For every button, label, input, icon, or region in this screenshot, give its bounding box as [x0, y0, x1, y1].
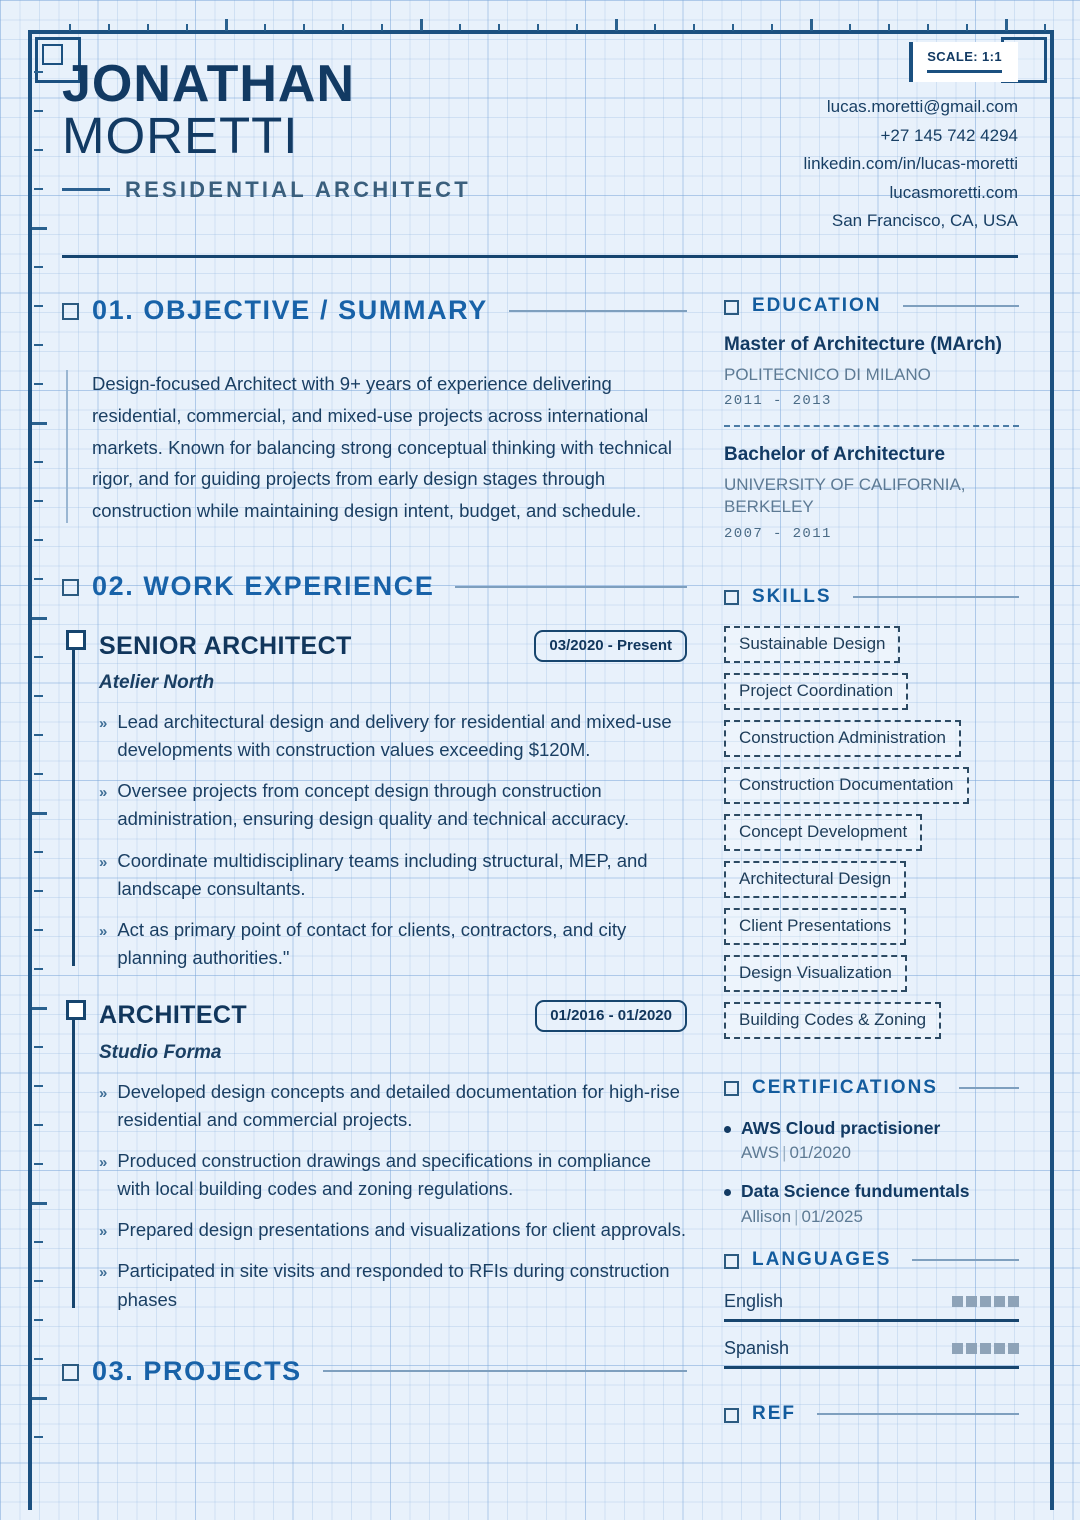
skill-tag: Sustainable Design: [724, 626, 900, 663]
education-years: 2007 - 2011: [724, 525, 832, 542]
certification-body: [741, 1117, 940, 1164]
language-level-box: [994, 1343, 1005, 1354]
skill-tag: Design Visualization: [724, 955, 907, 992]
chevron-right-icon: »: [99, 1223, 107, 1241]
skill-list: [724, 626, 1019, 1049]
contact-phone[interactable]: +27 145 742 4294: [880, 125, 1018, 145]
bullet-item: [99, 916, 687, 972]
work-entry-title: ARCHITECT: [99, 1001, 248, 1030]
certification-name: Data Science fundumentals: [741, 1181, 970, 1202]
square-marker-icon: [724, 590, 739, 605]
chevron-right-icon: »: [99, 784, 107, 802]
skill-tag: Building Codes & Zoning: [724, 1002, 941, 1039]
square-marker-icon: [724, 300, 739, 315]
bullet-dot-icon: [724, 1126, 731, 1133]
education-item: [724, 333, 1019, 409]
skill-tag: Project Coordination: [724, 673, 908, 710]
section-header-projects: [62, 1356, 687, 1387]
certification-item: [724, 1180, 1019, 1227]
section-title-ref: REF: [752, 1403, 796, 1425]
square-marker-icon: [62, 1364, 79, 1381]
bullet-item: [99, 1216, 687, 1244]
section-header-work: [62, 571, 687, 602]
skill-tag: Concept Development: [724, 814, 922, 851]
chevron-right-icon: »: [99, 1084, 107, 1102]
section-rule: [903, 305, 1019, 307]
work-entry-date-badge: 01/2016 - 01/2020: [535, 1000, 687, 1032]
square-marker-icon: [724, 1408, 739, 1423]
bullet-text: Coordinate multidisciplinary teams including structural, MEP, and landscape consultants.: [117, 849, 648, 899]
language-level-box: [980, 1343, 991, 1354]
certification-date: 01/2025: [801, 1207, 863, 1227]
section-header-ref: [724, 1403, 1019, 1425]
language-level-box: [1008, 1296, 1019, 1307]
skill-tag: Architectural Design: [724, 861, 906, 898]
section-header-languages: [724, 1249, 1019, 1271]
work-entry-title-row: [99, 1000, 687, 1032]
work-entry-company: Atelier North: [99, 672, 215, 694]
contact-linkedin[interactable]: linkedin.com/in/lucas-moretti: [803, 154, 1018, 174]
section-header-certifications: [724, 1077, 1019, 1099]
certification-name: AWS Cloud practisioner: [741, 1117, 941, 1138]
education-item: [724, 443, 1019, 541]
bullet-text: Lead architectural design and delivery for residential and mixed-use developments with construction values exceeding $120M.: [117, 711, 672, 761]
language-level-box: [966, 1296, 977, 1307]
certification-issuer: AWS: [741, 1143, 780, 1163]
bullet-text: Oversee projects from concept design through construction administration, ensuring design quality and technical accuracy.: [117, 780, 630, 830]
bullet-text: Produced construction drawings and specifications in compliance with local building codes and zoning regulations.: [117, 1150, 652, 1200]
section-title-work: 02. WORK EXPERIENCE: [92, 571, 435, 602]
section-rule: [323, 1370, 687, 1372]
education-school: UNIVERSITY OF CALIFORNIA, BERKELEY: [724, 475, 966, 516]
section-title-skills: SKILLS: [752, 585, 832, 607]
role-dash: [62, 188, 110, 191]
education-years: 2011 - 2013: [724, 393, 832, 410]
name-block: [62, 55, 471, 203]
education-list: [724, 333, 1019, 542]
work-entry-date-badge: 03/2020 - Present: [534, 630, 687, 662]
work-entry-list: [62, 630, 687, 1314]
bullet-item: [99, 847, 687, 903]
summary-text: Design-focused Architect with 9+ years of experience delivering residential, commercial, and mixed-use projects across international markets. Known for balancing strong conceptual thinking with technical rigor, and for guiding projects from early design stages through construction while maintaining design intent, budget, and schedule.: [92, 373, 672, 522]
chevron-right-icon: »: [99, 1264, 107, 1282]
skill-tag: Construction Documentation: [724, 767, 969, 804]
certification-item: [724, 1117, 1019, 1164]
left-column: [62, 295, 687, 1387]
job-title: RESIDENTIAL ARCHITECT: [125, 176, 471, 202]
contact-email[interactable]: lucas.moretti@gmail.com: [826, 97, 1018, 116]
certification-meta: [741, 1143, 940, 1163]
bullet-text: Prepared design presentations and visualizations for client approvals.: [117, 1219, 687, 1241]
bullet-text: Participated in site visits and responded to RFIs during construction phases: [117, 1260, 670, 1310]
bullet-item: [99, 777, 687, 833]
certification-date: 01/2020: [789, 1143, 851, 1163]
contact-website[interactable]: lucasmoretti.com: [889, 182, 1018, 202]
language-level-box: [980, 1296, 991, 1307]
education-school: POLITECNICO DI MILANO: [724, 364, 931, 384]
certification-separator: |: [794, 1207, 799, 1227]
bullet-text: Developed design concepts and detailed documentation for high-rise residential and commercial projects.: [117, 1080, 680, 1131]
language-level-meter: [952, 1343, 1019, 1354]
language-level-meter: [952, 1296, 1019, 1307]
education-degree: Master of Architecture (MArch): [724, 334, 1003, 355]
square-marker-icon: [724, 1254, 739, 1269]
language-level-box: [952, 1343, 963, 1354]
bullet-dot-icon: [724, 1189, 731, 1196]
section-header-education: [724, 295, 1019, 317]
chevron-right-icon: »: [99, 853, 107, 871]
language-name: English: [724, 1291, 784, 1312]
language-level-box: [1008, 1343, 1019, 1354]
certification-list: [724, 1117, 1019, 1228]
section-title-objective: 01. OBJECTIVE / SUMMARY: [92, 295, 488, 325]
timeline-line: [72, 1012, 75, 1308]
work-entry-company: Studio Forma: [99, 1041, 222, 1063]
scale-badge: SCALE: 1:1: [909, 42, 1018, 82]
square-marker-icon: [724, 1081, 739, 1096]
section-rule: [959, 1087, 1019, 1089]
resume-header: [62, 49, 1018, 248]
work-entry-title-row: [99, 630, 687, 662]
section-title-education: EDUCATION: [752, 295, 882, 316]
work-entry-bullets: [99, 708, 687, 972]
section-title-languages: LANGUAGES: [752, 1249, 892, 1271]
chevron-right-icon: »: [99, 922, 107, 940]
bullet-item: [99, 708, 687, 764]
certification-meta: [741, 1207, 970, 1227]
bullet-item: [99, 1078, 687, 1134]
right-column: [724, 295, 1019, 1425]
work-entry: [62, 1000, 687, 1314]
skill-tag: Construction Administration: [724, 720, 961, 757]
chevron-right-icon: »: [99, 715, 107, 733]
language-name: Spanish: [724, 1338, 790, 1359]
skill-tag: Client Presentations: [724, 908, 906, 945]
role-row: [62, 177, 471, 203]
timeline-line: [72, 642, 75, 966]
summary-accent-bar: [66, 370, 68, 523]
section-rule: [817, 1413, 1019, 1415]
certification-body: [741, 1180, 970, 1227]
timeline-square-icon: [66, 1000, 86, 1020]
square-marker-icon: [62, 579, 79, 596]
bullet-text: Act as primary point of contact for clients, contractors, and city planning authorities.": [117, 918, 627, 968]
section-header-objective: [62, 295, 687, 326]
language-list: [724, 1287, 1019, 1369]
summary-block: [62, 368, 687, 527]
language-level-box: [952, 1296, 963, 1307]
language-level-box: [966, 1343, 977, 1354]
work-entry-bullets: [99, 1078, 687, 1314]
section-title-certifications: CERTIFICATIONS: [752, 1076, 938, 1098]
section-title-projects: 03. PROJECTS: [92, 1355, 302, 1386]
section-rule: [853, 596, 1019, 598]
first-name: JONATHAN: [62, 55, 356, 113]
header-divider: [62, 255, 1018, 258]
education-divider: [724, 425, 1019, 427]
education-degree: Bachelor of Architecture: [724, 444, 946, 466]
work-entry: [62, 630, 687, 972]
section-rule: [509, 310, 687, 312]
square-marker-icon: [62, 303, 79, 320]
section-rule: [912, 1259, 1019, 1261]
language-level-box: [994, 1296, 1005, 1307]
work-entry-title: SENIOR ARCHITECT: [99, 631, 352, 660]
section-header-skills: [724, 586, 1019, 608]
language-row: [724, 1334, 1019, 1369]
certification-issuer: Allison: [741, 1207, 792, 1227]
contact-location: San Francisco, CA, USA: [831, 211, 1018, 231]
section-rule: [455, 586, 687, 588]
last-name: MORETTI: [62, 107, 299, 165]
certification-separator: |: [782, 1143, 787, 1163]
bullet-item: [99, 1147, 687, 1203]
bullet-item: [99, 1257, 687, 1313]
timeline-square-icon: [66, 630, 86, 650]
language-row: [724, 1287, 1019, 1322]
chevron-right-icon: »: [99, 1154, 107, 1172]
contact-list: [804, 93, 1018, 236]
